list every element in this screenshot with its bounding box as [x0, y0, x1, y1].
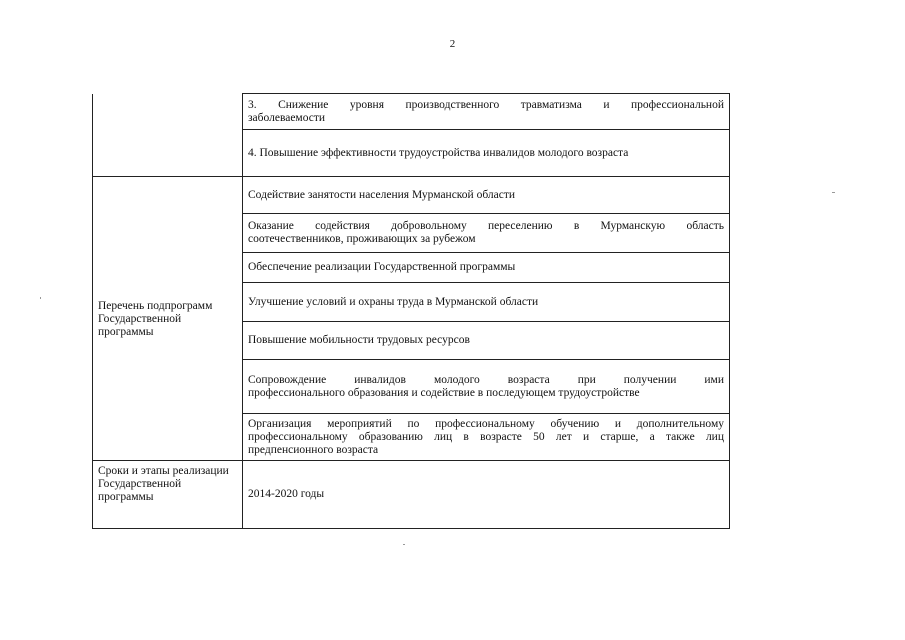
table-row [93, 461, 730, 529]
table-row [93, 94, 730, 130]
subprogram-item-3: Обеспечение реализации Государственной программы [243, 253, 730, 283]
goal-item-3-line2: заболеваемости [248, 111, 326, 124]
subprograms-label: Перечень подпрограмм Государственной программы [93, 177, 243, 461]
subprogram-item-5: Повышение мобильности трудовых ресурсов [243, 322, 730, 360]
subprogram-item-7-line3: предпенсионного возраста [248, 443, 379, 456]
page-number: 2 [449, 38, 456, 50]
subprogram-item-6-line1: Сопровождение инвалидов молодого возраста при получении ими [248, 373, 724, 386]
goal-item-4: 4. Повышение эффективности трудоустройства инвалидов молодого возраста [243, 130, 730, 177]
scan-speck [832, 192, 835, 193]
subprogram-item-7-line1: Организация мероприятий по профессиональному обучению и дополнительному [248, 417, 724, 430]
subprogram-item-7-line2: профессиональному образованию лиц в возрасте 50 лет и старше, а также лиц [248, 430, 724, 443]
subprogram-item-1: Содействие занятости населения Мурманской области [243, 177, 730, 214]
subprogram-item-2-line2: соотечественников, проживающих за рубежом [248, 233, 476, 245]
goal-item-3 [243, 94, 730, 130]
timeline-label: Сроки и этапы реализации Государственной программы [93, 461, 243, 529]
goals-label-cell [93, 94, 243, 177]
subprogram-item-7 [243, 414, 730, 461]
table-row [93, 177, 730, 214]
timeline-value: 2014-2020 годы [243, 461, 730, 529]
subprogram-item-6 [243, 360, 730, 414]
subprogram-item-4: Улучшение условий и охраны труда в Мурманской области [243, 283, 730, 322]
program-passport-table [92, 93, 730, 529]
scan-speck [40, 297, 41, 299]
subprogram-item-2-line1: Оказание содействия добровольному переселению в Мурманскую область [248, 220, 724, 232]
goal-item-3-line1: 3. Снижение уровня производственного травматизма и профессиональной [248, 98, 724, 111]
scan-speck [403, 544, 405, 545]
subprogram-item-6-line2: профессионального образования и содействие в последующем трудоустройстве [248, 386, 640, 399]
subprogram-item-2 [243, 214, 730, 253]
